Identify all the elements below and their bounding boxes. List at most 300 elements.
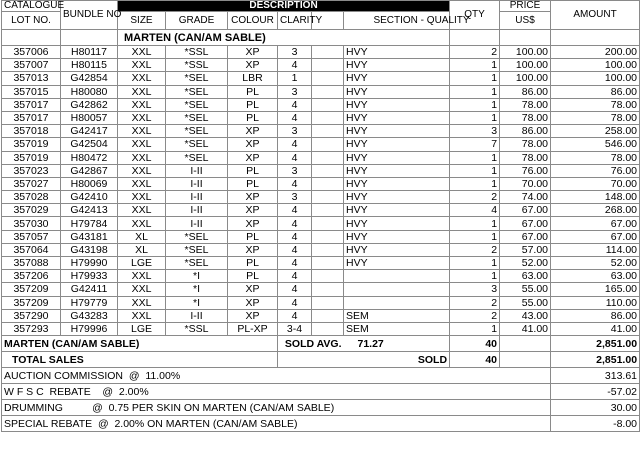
cell-clarity: 3 [278, 191, 312, 204]
cell-bundle-no: H80472 [61, 151, 118, 164]
cell-spacer [312, 204, 344, 217]
cell-grade: *SEL [166, 72, 228, 85]
cell-size: XXL [118, 46, 166, 59]
cell-lot-no: 357293 [2, 322, 61, 335]
cell-quality [344, 283, 450, 296]
cell-qty: 3 [450, 125, 500, 138]
cell-grade: I-II [166, 309, 228, 322]
header-price: PRICE [500, 1, 551, 12]
cell-spacer [312, 72, 344, 85]
cell-price: 70.00 [500, 177, 551, 190]
cell-bundle-no: G43283 [61, 309, 118, 322]
cell-amount: 546.00 [551, 138, 640, 151]
subtotal-qty: 40 [450, 336, 500, 352]
cell-colour: XP [228, 204, 278, 217]
cell-grade: *SEL [166, 230, 228, 243]
cell-bundle-no: H80117 [61, 46, 118, 59]
cell-spacer [312, 164, 344, 177]
cell-bundle-no: G42411 [61, 283, 118, 296]
cell-bundle-no: G42867 [61, 164, 118, 177]
cell-quality [344, 270, 450, 283]
cell-amount: 78.00 [551, 111, 640, 124]
cell-quality: HVY [344, 257, 450, 270]
cell-price: 63.00 [500, 270, 551, 283]
cell-grade: *SEL [166, 151, 228, 164]
cell-lot-no: 357017 [2, 111, 61, 124]
cell-amount: 67.00 [551, 217, 640, 230]
cell-qty: 1 [450, 217, 500, 230]
cell-bundle-no: H79996 [61, 322, 118, 335]
cell-qty: 1 [450, 177, 500, 190]
cell-price: 100.00 [500, 72, 551, 85]
cell-size: XXL [118, 125, 166, 138]
cell-quality: HVY [344, 46, 450, 59]
cell-lot-no: 357019 [2, 151, 61, 164]
cell-grade: *I [166, 283, 228, 296]
cell-quality [344, 296, 450, 309]
cell-qty: 2 [450, 46, 500, 59]
cell-price: 57.00 [500, 243, 551, 256]
cell-amount: 200.00 [551, 46, 640, 59]
cell-clarity: 3 [278, 125, 312, 138]
cell-bundle-no: H79990 [61, 257, 118, 270]
cell-colour: XP [228, 59, 278, 72]
cell-quality: HVY [344, 85, 450, 98]
cell-colour: XP [228, 283, 278, 296]
cell-bundle-no: H79933 [61, 270, 118, 283]
table-row [2, 283, 640, 296]
deduction-row [2, 400, 640, 416]
cell-grade: I-II [166, 217, 228, 230]
header-bundle-no: BUNDLE NO [61, 1, 118, 30]
header-description: DESCRIPTION [118, 1, 450, 12]
header-colour: COLOUR [228, 12, 278, 30]
cell-qty: 1 [450, 85, 500, 98]
cell-lot-no: 357027 [2, 177, 61, 190]
cell-spacer [312, 296, 344, 309]
cell-price: 78.00 [500, 98, 551, 111]
cell-spacer [312, 257, 344, 270]
deduction-label: DRUMMING @ 0.75 PER SKIN ON MARTEN (CAN/AM SABLE) [2, 400, 551, 416]
section-title-row [2, 30, 640, 46]
header-clarity: CLARITY [278, 12, 312, 30]
table-row [2, 230, 640, 243]
cell-clarity: 4 [278, 204, 312, 217]
cell-amount: 268.00 [551, 204, 640, 217]
cell-bundle-no: G43198 [61, 243, 118, 256]
cell-price: 78.00 [500, 138, 551, 151]
cell-clarity: 4 [278, 138, 312, 151]
cell-grade: *SSL [166, 322, 228, 335]
cell-amount: 78.00 [551, 151, 640, 164]
cell-quality: HVY [344, 98, 450, 111]
cell-size: XXL [118, 85, 166, 98]
cell-lot-no: 357017 [2, 98, 61, 111]
cell-amount: 165.00 [551, 283, 640, 296]
cell-price: 86.00 [500, 125, 551, 138]
cell-lot-no: 357029 [2, 204, 61, 217]
cell-qty: 1 [450, 230, 500, 243]
cell-price: 52.00 [500, 257, 551, 270]
cell-amount: 67.00 [551, 230, 640, 243]
subtotal-amount: 2,851.00 [551, 336, 640, 352]
cell-quality: HVY [344, 138, 450, 151]
cell-qty: 1 [450, 257, 500, 270]
table-row [2, 322, 640, 335]
deduction-row [2, 384, 640, 400]
cell-clarity: 4 [278, 243, 312, 256]
table-row [2, 204, 640, 217]
header-lot-no: LOT NO. [2, 12, 61, 30]
cell-colour: PL [228, 257, 278, 270]
cell-spacer [312, 59, 344, 72]
cell-bundle-no: G42862 [61, 98, 118, 111]
cell-colour: XP [228, 296, 278, 309]
table-row [2, 151, 640, 164]
table-row [2, 59, 640, 72]
cell-grade: *SSL [166, 46, 228, 59]
subtotal-row [2, 336, 640, 352]
cell-colour: XP [228, 151, 278, 164]
total-sold-label: SOLD [278, 352, 450, 368]
cell-size: LGE [118, 257, 166, 270]
cell-grade: *SEL [166, 85, 228, 98]
cell-qty: 7 [450, 138, 500, 151]
deduction-rows [2, 368, 640, 432]
cell-lot-no: 357006 [2, 46, 61, 59]
cell-clarity: 4 [278, 230, 312, 243]
cell-amount: 78.00 [551, 98, 640, 111]
cell-price: 76.00 [500, 164, 551, 177]
cell-spacer [312, 283, 344, 296]
cell-bundle-no: H80115 [61, 59, 118, 72]
cell-size: XXL [118, 217, 166, 230]
table-row [2, 111, 640, 124]
cell-lot-no: 357206 [2, 270, 61, 283]
cell-qty: 1 [450, 111, 500, 124]
section-title: MARTEN (CAN/AM SABLE) [118, 30, 450, 46]
header-catalogue: CATALOGUE [2, 1, 61, 12]
cell-qty: 1 [450, 72, 500, 85]
cell-clarity: 1 [278, 72, 312, 85]
cell-clarity: 4 [278, 177, 312, 190]
cell-price: 67.00 [500, 204, 551, 217]
cell-spacer [312, 243, 344, 256]
sold-avg-value: 71.27 [344, 336, 450, 352]
cell-price: 67.00 [500, 230, 551, 243]
cell-bundle-no: H80069 [61, 177, 118, 190]
table-row [2, 296, 640, 309]
cell-bundle-no: H80057 [61, 111, 118, 124]
cell-grade: *SEL [166, 111, 228, 124]
cell-size: LGE [118, 322, 166, 335]
cell-bundle-no: H79784 [61, 217, 118, 230]
cell-lot-no: 357030 [2, 217, 61, 230]
cell-size: XXL [118, 59, 166, 72]
cell-colour: XP [228, 309, 278, 322]
deduction-label: W F S C REBATE @ 2.00% [2, 384, 551, 400]
cell-size: XXL [118, 204, 166, 217]
cell-spacer [312, 151, 344, 164]
cell-qty: 1 [450, 98, 500, 111]
cell-clarity: 4 [278, 111, 312, 124]
table-row [2, 138, 640, 151]
cell-grade: I-II [166, 177, 228, 190]
cell-qty: 1 [450, 322, 500, 335]
cell-qty: 2 [450, 309, 500, 322]
cell-quality: HVY [344, 59, 450, 72]
cell-qty: 4 [450, 204, 500, 217]
cell-clarity: 4 [278, 257, 312, 270]
cell-lot-no: 357057 [2, 230, 61, 243]
total-label: TOTAL SALES [2, 352, 278, 368]
cell-clarity: 4 [278, 296, 312, 309]
cell-bundle-no: G42854 [61, 72, 118, 85]
deduction-amount: -57.02 [551, 384, 640, 400]
cell-colour: PL [228, 85, 278, 98]
cell-spacer [312, 270, 344, 283]
cell-qty: 2 [450, 243, 500, 256]
cell-amount: 258.00 [551, 125, 640, 138]
table-row [2, 85, 640, 98]
cell-clarity: 4 [278, 309, 312, 322]
cell-clarity: 4 [278, 98, 312, 111]
cell-bundle-no: G42417 [61, 125, 118, 138]
cell-lot-no: 357018 [2, 125, 61, 138]
deduction-amount: 30.00 [551, 400, 640, 416]
cell-price: 55.00 [500, 296, 551, 309]
cell-lot-no: 357015 [2, 85, 61, 98]
cell-colour: PL [228, 111, 278, 124]
cell-quality: HVY [344, 72, 450, 85]
cell-lot-no: 357019 [2, 138, 61, 151]
header-section-quality: SECTION - QUALITY [344, 12, 500, 30]
cell-clarity: 4 [278, 151, 312, 164]
cell-colour: XP [228, 125, 278, 138]
cell-size: XXL [118, 138, 166, 151]
cell-lot-no: 357088 [2, 257, 61, 270]
deduction-row [2, 416, 640, 432]
deduction-label: SPECIAL REBATE @ 2.00% ON MARTEN (CAN/AM SABLE) [2, 416, 551, 432]
cell-bundle-no: G42413 [61, 204, 118, 217]
cell-grade: *SEL [166, 125, 228, 138]
cell-colour: XP [228, 46, 278, 59]
cell-amount: 41.00 [551, 322, 640, 335]
cell-spacer [312, 138, 344, 151]
cell-clarity: 3 [278, 164, 312, 177]
cell-size: XXL [118, 151, 166, 164]
table-row [2, 164, 640, 177]
header-amount: AMOUNT [551, 1, 640, 30]
cell-grade: *SEL [166, 138, 228, 151]
deduction-label: AUCTION COMMISSION @ 11.00% [2, 368, 551, 384]
cell-size: XL [118, 243, 166, 256]
cell-price: 100.00 [500, 46, 551, 59]
cell-colour: XP [228, 217, 278, 230]
cell-amount: 100.00 [551, 72, 640, 85]
table-row [2, 125, 640, 138]
cell-price: 78.00 [500, 111, 551, 124]
cell-size: XXL [118, 270, 166, 283]
total-amount: 2,851.00 [551, 352, 640, 368]
cell-colour: PL-XP [228, 322, 278, 335]
cell-lot-no: 357013 [2, 72, 61, 85]
cell-quality: HVY [344, 191, 450, 204]
table-row [2, 257, 640, 270]
cell-amount: 148.00 [551, 191, 640, 204]
cell-quality: HVY [344, 164, 450, 177]
cell-lot-no: 357064 [2, 243, 61, 256]
header-qty: QTY [450, 1, 500, 30]
cell-size: XXL [118, 111, 166, 124]
cell-bundle-no: H79779 [61, 296, 118, 309]
cell-bundle-no: G43181 [61, 230, 118, 243]
cell-quality: HVY [344, 204, 450, 217]
cell-lot-no: 357028 [2, 191, 61, 204]
cell-grade: *I [166, 270, 228, 283]
table-row [2, 270, 640, 283]
cell-quality: HVY [344, 217, 450, 230]
cell-colour: PL [228, 177, 278, 190]
cell-colour: PL [228, 164, 278, 177]
cell-grade: *I [166, 296, 228, 309]
cell-qty: 1 [450, 164, 500, 177]
cell-size: XXL [118, 164, 166, 177]
cell-clarity: 3-4 [278, 322, 312, 335]
cell-grade: I-II [166, 191, 228, 204]
table-row [2, 177, 640, 190]
cell-price: 74.00 [500, 191, 551, 204]
cell-price: 78.00 [500, 151, 551, 164]
table-row [2, 309, 640, 322]
table-row [2, 217, 640, 230]
cell-grade: I-II [166, 204, 228, 217]
cell-amount: 86.00 [551, 309, 640, 322]
cell-amount: 52.00 [551, 257, 640, 270]
deduction-row [2, 368, 640, 384]
cell-colour: XP [228, 191, 278, 204]
cell-size: XXL [118, 72, 166, 85]
cell-bundle-no: G42410 [61, 191, 118, 204]
cell-spacer [312, 309, 344, 322]
cell-clarity: 4 [278, 283, 312, 296]
cell-spacer [312, 217, 344, 230]
cell-quality: HVY [344, 151, 450, 164]
cell-lot-no: 357209 [2, 296, 61, 309]
cell-clarity: 4 [278, 270, 312, 283]
cell-qty: 2 [450, 296, 500, 309]
cell-price: 100.00 [500, 59, 551, 72]
cell-price: 86.00 [500, 85, 551, 98]
cell-size: XXL [118, 177, 166, 190]
cell-colour: PL [228, 98, 278, 111]
cell-spacer [312, 98, 344, 111]
cell-spacer [312, 230, 344, 243]
cell-quality: HVY [344, 177, 450, 190]
cell-qty: 3 [450, 283, 500, 296]
cell-qty: 1 [450, 59, 500, 72]
cell-amount: 63.00 [551, 270, 640, 283]
cell-amount: 110.00 [551, 296, 640, 309]
cell-qty: 1 [450, 151, 500, 164]
header-row-top [2, 1, 640, 12]
subtotal-label: MARTEN (CAN/AM SABLE) [2, 336, 278, 352]
cell-quality: HVY [344, 111, 450, 124]
lot-rows [2, 46, 640, 336]
cell-size: XXL [118, 191, 166, 204]
table-row [2, 98, 640, 111]
cell-quality: SEM [344, 309, 450, 322]
cell-amount: 114.00 [551, 243, 640, 256]
cell-spacer [312, 85, 344, 98]
cell-qty: 1 [450, 270, 500, 283]
cell-size: XL [118, 230, 166, 243]
cell-amount: 76.00 [551, 164, 640, 177]
cell-grade: *SEL [166, 98, 228, 111]
total-row [2, 352, 640, 368]
cell-size: XXL [118, 98, 166, 111]
table-row [2, 72, 640, 85]
cell-spacer [312, 177, 344, 190]
cell-spacer [312, 191, 344, 204]
cell-grade: *SSL [166, 59, 228, 72]
cell-amount: 100.00 [551, 59, 640, 72]
cell-bundle-no: G42504 [61, 138, 118, 151]
deduction-amount: 313.61 [551, 368, 640, 384]
cell-colour: PL [228, 230, 278, 243]
cell-colour: XP [228, 138, 278, 151]
table-row [2, 191, 640, 204]
cell-colour: LBR [228, 72, 278, 85]
cell-amount: 86.00 [551, 85, 640, 98]
table-row [2, 243, 640, 256]
sold-avg-label: SOLD AVG. [278, 336, 344, 352]
cell-clarity: 4 [278, 59, 312, 72]
cell-quality: HVY [344, 243, 450, 256]
cell-quality: HVY [344, 230, 450, 243]
total-qty: 40 [450, 352, 500, 368]
cell-lot-no: 357290 [2, 309, 61, 322]
header-currency: US$ [500, 12, 551, 30]
table-row [2, 46, 640, 59]
cell-colour: PL [228, 270, 278, 283]
cell-colour: XP [228, 243, 278, 256]
cell-lot-no: 357209 [2, 283, 61, 296]
cell-size: XXL [118, 309, 166, 322]
cell-lot-no: 357007 [2, 59, 61, 72]
cell-quality: SEM [344, 322, 450, 335]
header-size: SIZE [118, 12, 166, 30]
cell-price: 43.00 [500, 309, 551, 322]
cell-amount: 70.00 [551, 177, 640, 190]
cell-price: 67.00 [500, 217, 551, 230]
cell-lot-no: 357023 [2, 164, 61, 177]
cell-clarity: 3 [278, 85, 312, 98]
cell-spacer [312, 46, 344, 59]
cell-price: 55.00 [500, 283, 551, 296]
cell-grade: *SEL [166, 257, 228, 270]
cell-bundle-no: H80080 [61, 85, 118, 98]
cell-qty: 2 [450, 191, 500, 204]
cell-spacer [312, 322, 344, 335]
header-grade: GRADE [166, 12, 228, 30]
cell-clarity: 3 [278, 46, 312, 59]
cell-price: 41.00 [500, 322, 551, 335]
cell-clarity: 4 [278, 217, 312, 230]
cell-spacer [312, 111, 344, 124]
cell-size: XXL [118, 296, 166, 309]
deduction-amount: -8.00 [551, 416, 640, 432]
